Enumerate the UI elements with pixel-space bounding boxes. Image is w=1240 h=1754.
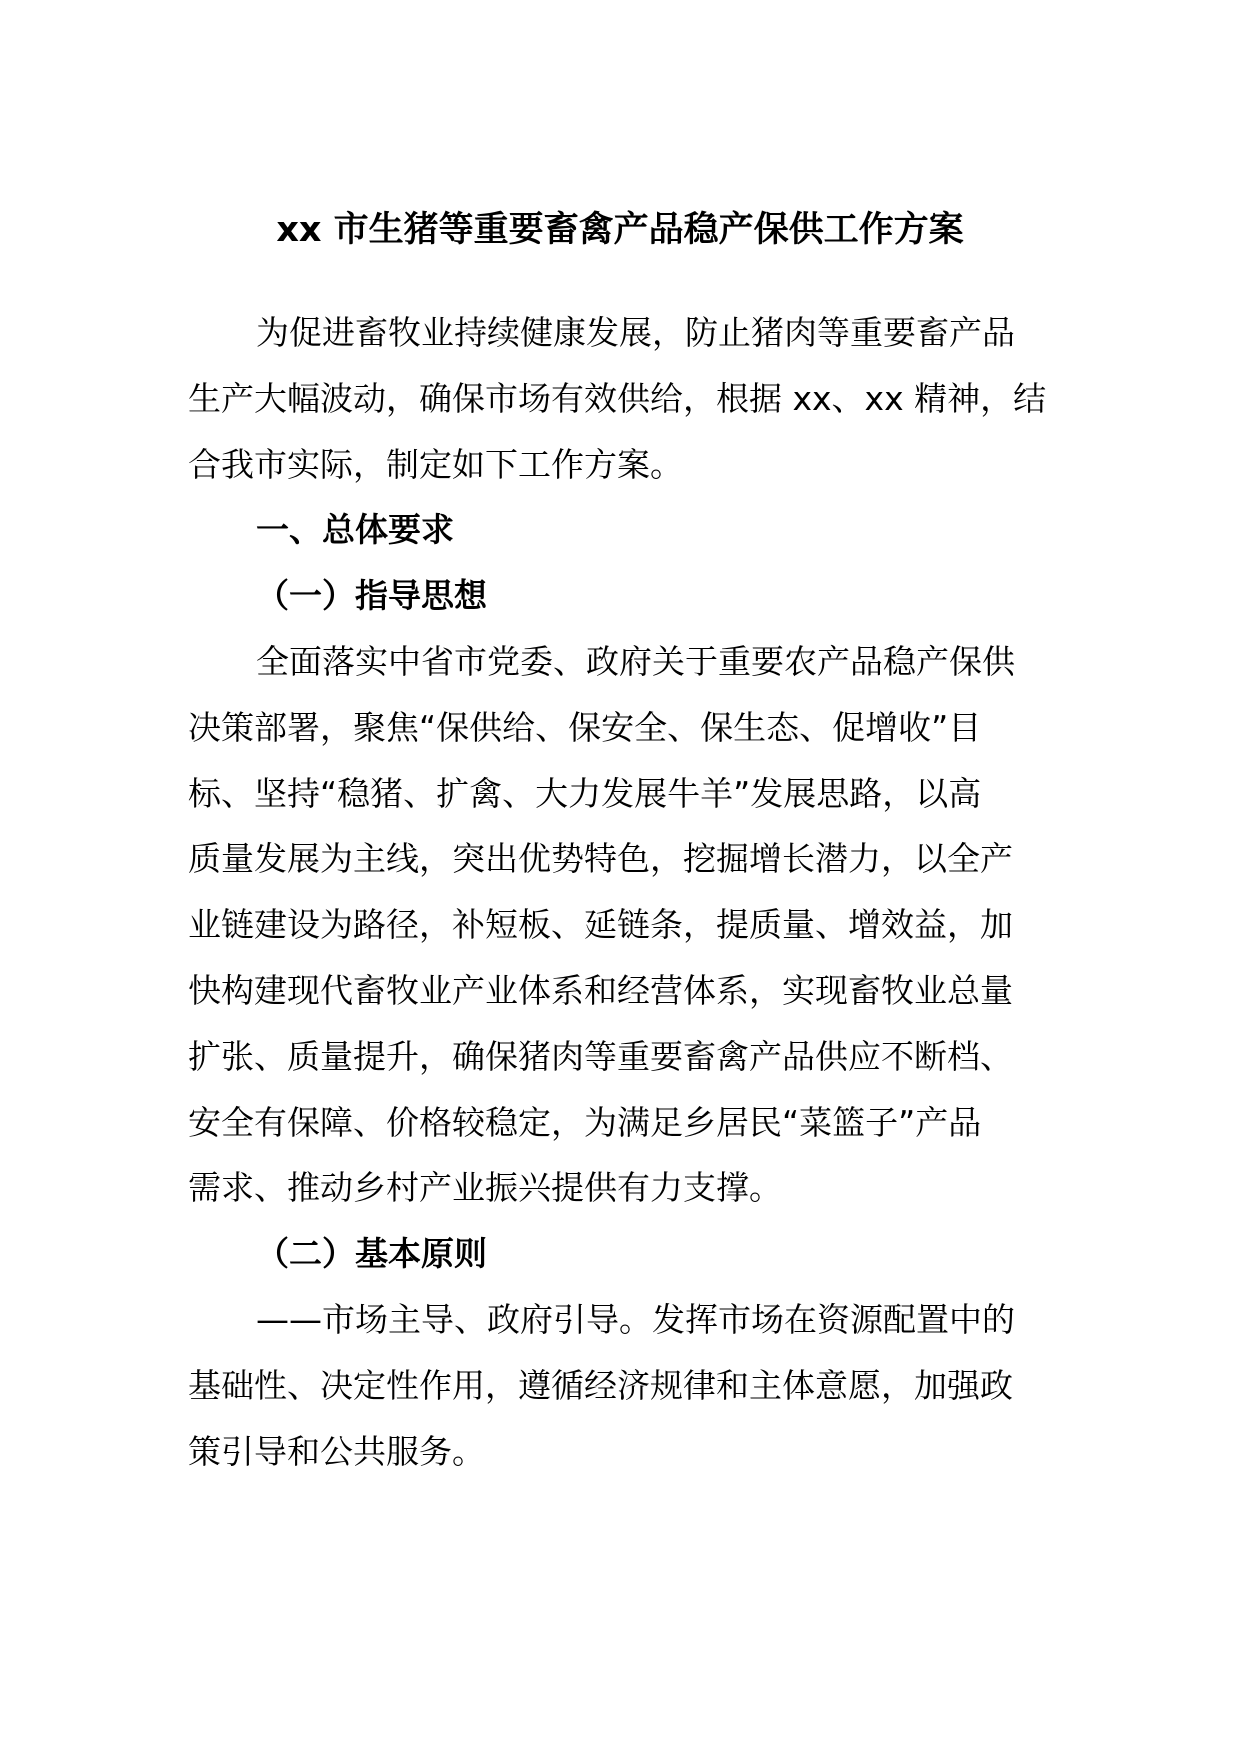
paragraph-line: 合我市实际，制定如下工作方案。 — [188, 444, 683, 484]
paragraph-line: 为促进畜牧业持续健康发展，防止猪肉等重要畜产品 — [256, 313, 1015, 352]
paragraph-line: 快构建现代畜牧业产业体系和经营体系，实现畜牧业总量 — [188, 970, 1013, 1010]
paragraph-line: 需求、推动乡村产业振兴提供有力支撑。 — [188, 1168, 782, 1208]
paragraph-line: 基础性、决定性作用，遵循经济规律和主体意愿，加强政 — [188, 1365, 1013, 1405]
document-body — [188, 300, 1068, 1484]
paragraph-line: ——市场主导、政府引导。发挥市场在资源配置中的 — [256, 1299, 1015, 1339]
paragraph-line: 安全有保障、价格较稳定，为满足乡居民“菜篮子”产品 — [188, 1102, 982, 1142]
subsection-heading: （一）指导思想 — [256, 576, 487, 616]
paragraph-line: 扩张、质量提升，确保猪肉等重要畜禽产品供应不断档、 — [188, 1036, 1013, 1076]
subsection-heading: （二）基本原则 — [256, 1234, 487, 1274]
paragraph-line: 业链建设为路径，补短板、延链条，提质量、增效益，加 — [188, 905, 1013, 945]
paragraph-line: 全面落实中省市党委、政府关于重要农产品稳产保供 — [256, 641, 1015, 681]
paragraph-line: 策引导和公共服务。 — [188, 1431, 485, 1471]
section-heading: 一、总体要求 — [256, 510, 454, 550]
paragraph-line: 质量发展为主线，突出优势特色，挖掘增长潜力，以全产 — [188, 839, 1013, 879]
paragraph-line: 标、坚持“稳猪、扩禽、大力发展牛羊”发展思路，以高 — [188, 773, 982, 813]
paragraph-line: 决策部署，聚焦“保供给、保安全、保生态、促增收”目 — [188, 707, 982, 747]
document-title: xx 市生猪等重要畜禽产品稳产保供工作方案 — [276, 210, 964, 250]
paragraph-line: 生产大幅波动，确保市场有效供给，根据 xx、xx 精神，结 — [188, 378, 1047, 418]
